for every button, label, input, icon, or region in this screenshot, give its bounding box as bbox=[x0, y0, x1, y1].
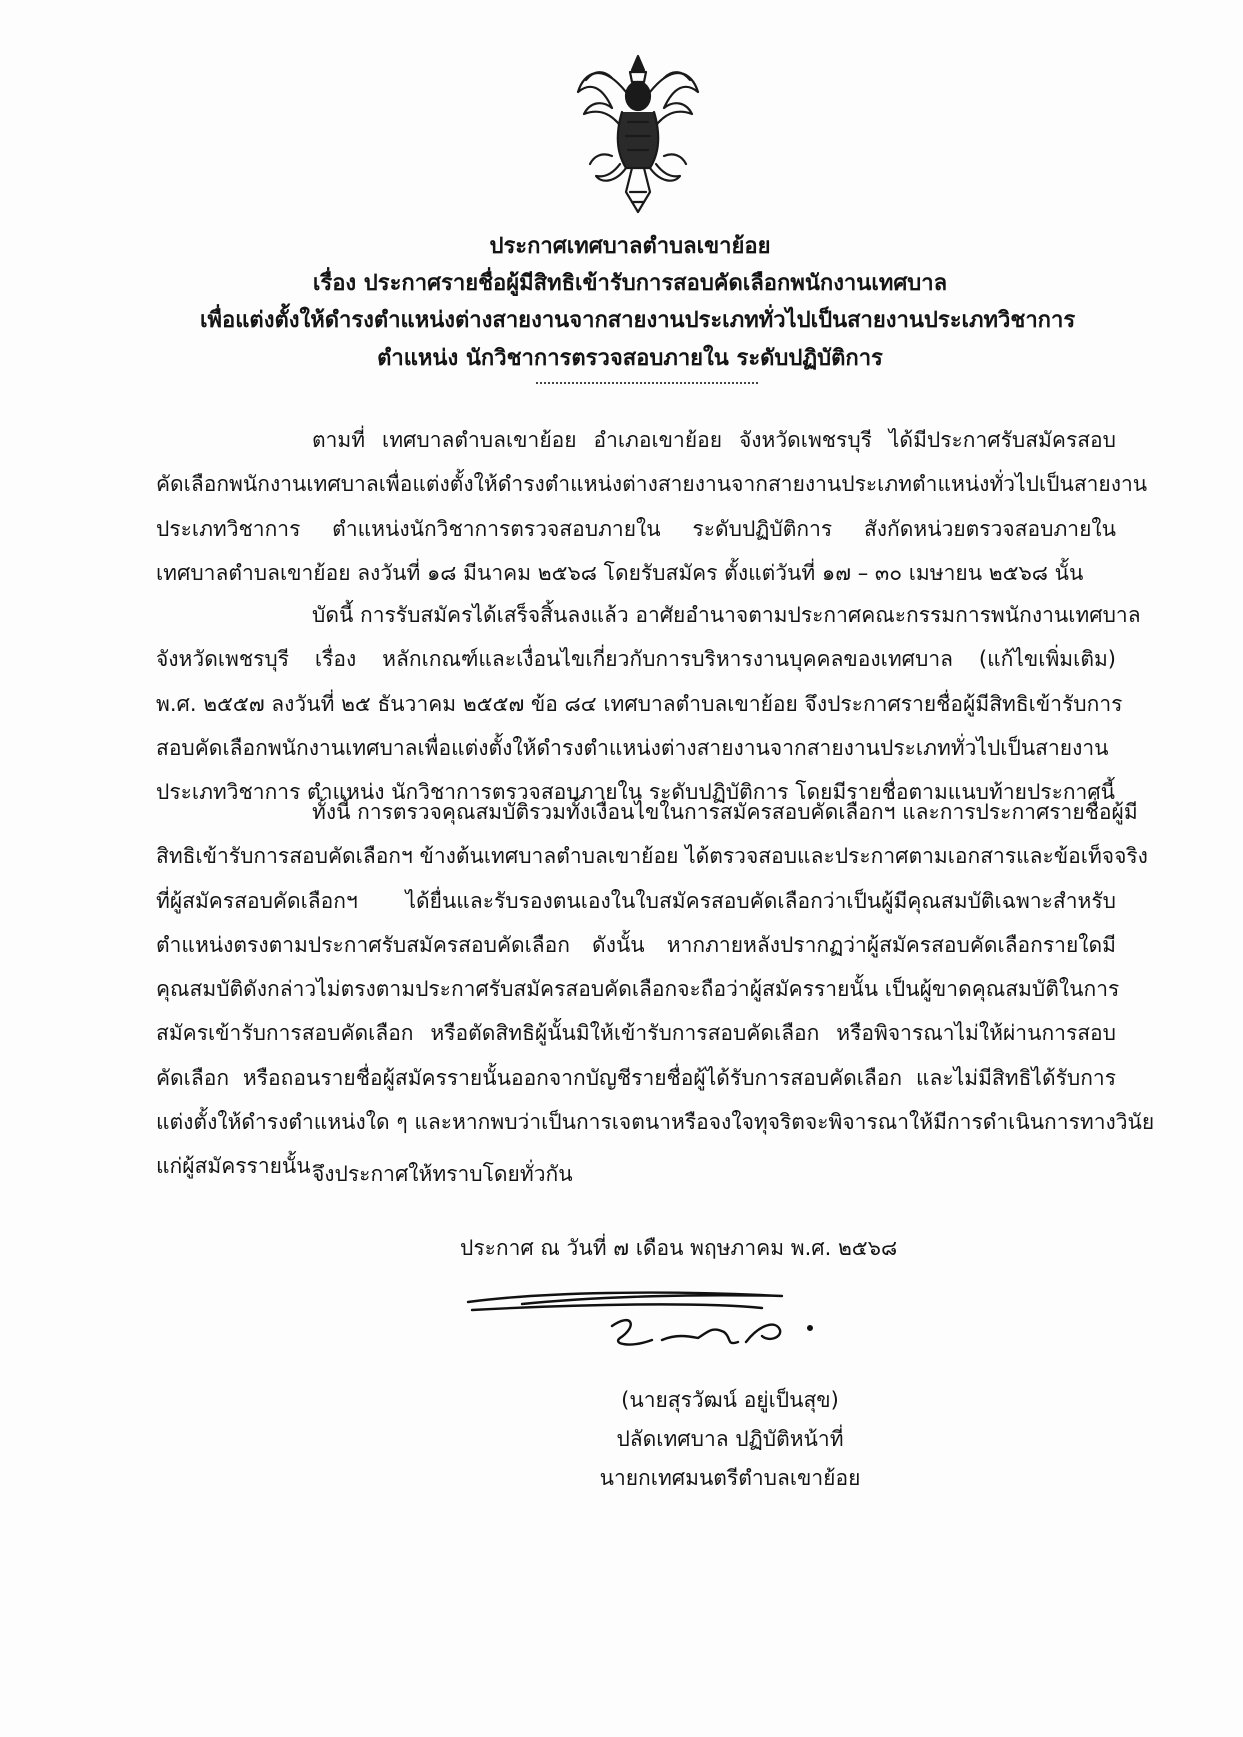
paragraph-line: สอบคัดเลือกพนักงานเทศบาลเพื่อแต่งตั้งให้ดำรงตำแหน่งต่างสายงานจากสายงานประเภททั่วไปเป็นสายงาน bbox=[156, 735, 1109, 760]
paragraph-2 bbox=[156, 593, 1141, 814]
paragraph-line: คัดเลือก หรือถอนรายชื่อผู้สมัครรายนั้นออกจากบัญชีรายชื่อผู้ได้รับการสอบคัดเลือก และไม่มีสิทธิได้รับการ bbox=[156, 1065, 1116, 1090]
announcement-position: ตำแหน่ง นักวิชาการตรวจสอบภายใน ระดับปฏิบัติการ bbox=[377, 346, 883, 371]
paragraph-line: ตามที่ เทศบาลตำบลเขาย้อย อำเภอเขาย้อย จังหวัดเพชรบุรี ได้มีประกาศรับสมัครสอบ bbox=[312, 428, 1116, 452]
signer-position: ปลัดเทศบาล ปฏิบัติหน้าที่ bbox=[616, 1427, 844, 1451]
paragraph-line: สมัครเข้ารับการสอบคัดเลือก หรือตัดสิทธิผู้นั้นมิให้เข้ารับการสอบคัดเลือก หรือพิจารณาไม่ให้ผ่านการสอบ bbox=[156, 1021, 1116, 1046]
paragraph-line: พ.ศ. ๒๕๕๗ ลงวันที่ ๒๕ ธันวาคม ๒๕๕๗ ข้อ ๘๔ เทศบาลตำบลเขาย้อย จึงประกาศรายชื่อผู้มีสิทธิเข้ารับการ bbox=[156, 691, 1123, 716]
announcement-subject-cont: เพื่อแต่งตั้งให้ดำรงตำแหน่งต่างสายงานจากสายงานประเภททั่วไปเป็นสายงานประเภทวิชาการ bbox=[200, 308, 1076, 333]
handwritten-signature bbox=[462, 1282, 882, 1382]
paragraph-line: ทั้งนี้ การตรวจคุณสมบัติรวมทั้งเงื่อนไขในการสมัครสอบคัดเลือกฯ และการประกาศรายชื่อผู้มี bbox=[312, 800, 1138, 824]
paragraph-line: ที่ผู้สมัครสอบคัดเลือกฯ ได้ยื่นและรับรองตนเองในใบสมัครสอบคัดเลือกว่าเป็นผู้มีคุณสมบัติเฉพาะสำหรับ bbox=[156, 888, 1116, 913]
paragraph-1 bbox=[156, 418, 1148, 595]
paragraph-3 bbox=[156, 790, 1155, 1189]
paragraph-line: บัดนี้ การรับสมัครได้เสร็จสิ้นลงแล้ว อาศัยอำนาจตามประกาศคณะกรรมการพนักงานเทศบาล bbox=[312, 603, 1141, 627]
dotted-divider bbox=[536, 382, 758, 384]
paragraph-line: แต่งตั้งให้ดำรงตำแหน่งใด ๆ และหากพบว่าเป็นการเจตนาหรือจงใจทุจริตจะพิจารณาให้มีการดำเนินการทางวินัย bbox=[156, 1110, 1155, 1135]
paragraph-line: แก่ผู้สมัครรายนั้น bbox=[156, 1154, 311, 1179]
paragraph-line: ประเภทวิชาการ ตำแหน่งนักวิชาการตรวจสอบภายใน ระดับปฏิบัติการ สังกัดหน่วยตรวจสอบภายใน bbox=[156, 516, 1116, 541]
paragraph-line: จังหวัดเพชรบุรี เรื่อง หลักเกณฑ์และเงื่อนไขเกี่ยวกับการบริหารงานบุคคลของเทศบาล (แก้ไขเพิ่มเติม) bbox=[156, 647, 1116, 672]
paragraph-line: คุณสมบัติดังกล่าวไม่ตรงตามประกาศรับสมัครสอบคัดเลือกจะถือว่าผู้สมัครรายนั้น เป็นผู้ขาดคุณสมบัติในการ bbox=[156, 977, 1120, 1002]
paragraph-line: คัดเลือกพนักงานเทศบาลเพื่อแต่งตั้งให้ดำรงตำแหน่งต่างสายงานจากสายงานประเภทตำแหน่งทั่วไปเป็นสายงาน bbox=[156, 472, 1148, 497]
signer-title: นายกเทศมนตรีตำบลเขาย้อย bbox=[599, 1466, 861, 1490]
paragraph-line: สิทธิเข้ารับการสอบคัดเลือกฯ ข้างต้นเทศบาลตำบลเขาย้อย ได้ตรวจสอบและประกาศตามเอกสารและข้อเท็จจริง bbox=[156, 844, 1148, 869]
paragraph-line: ตำแหน่งตรงตามประกาศรับสมัครสอบคัดเลือก ดังนั้น หากภายหลังปรากฏว่าผู้สมัครสอบคัดเลือกรายใดมี bbox=[156, 932, 1116, 957]
paragraph-line: เทศบาลตำบลเขาย้อย ลงวันที่ ๑๘ มีนาคม ๒๕๖๘ โดยรับสมัคร ตั้งแต่วันที่ ๑๗ – ๓๐ เมษายน ๒๕๖๘ นั้น bbox=[156, 560, 1084, 585]
announcement-date: ประกาศ ณ วันที่ ๗ เดือน พฤษภาคม พ.ศ. ๒๕๖๘ bbox=[460, 1236, 898, 1260]
announcement-heading: ประกาศเทศบาลตำบลเขาย้อย bbox=[489, 234, 771, 259]
announcement-subject: เรื่อง ประกาศรายชื่อผู้มีสิทธิเข้ารับการสอบคัดเลือกพนักงานเทศบาล bbox=[312, 271, 948, 296]
closing-statement: จึงประกาศให้ทราบโดยทั่วกัน bbox=[312, 1162, 573, 1186]
paragraph-line: ประเภทวิชาการ ตำแหน่ง นักวิชาการตรวจสอบภายใน ระดับปฏิบัติการ โดยมีรายชื่อตามแนบท้ายประกาศนี้ bbox=[156, 780, 1116, 805]
signer-name: (นายสุรวัฒน์ อยู่เป็นสุข) bbox=[621, 1388, 839, 1412]
garuda-emblem-icon bbox=[572, 52, 704, 220]
